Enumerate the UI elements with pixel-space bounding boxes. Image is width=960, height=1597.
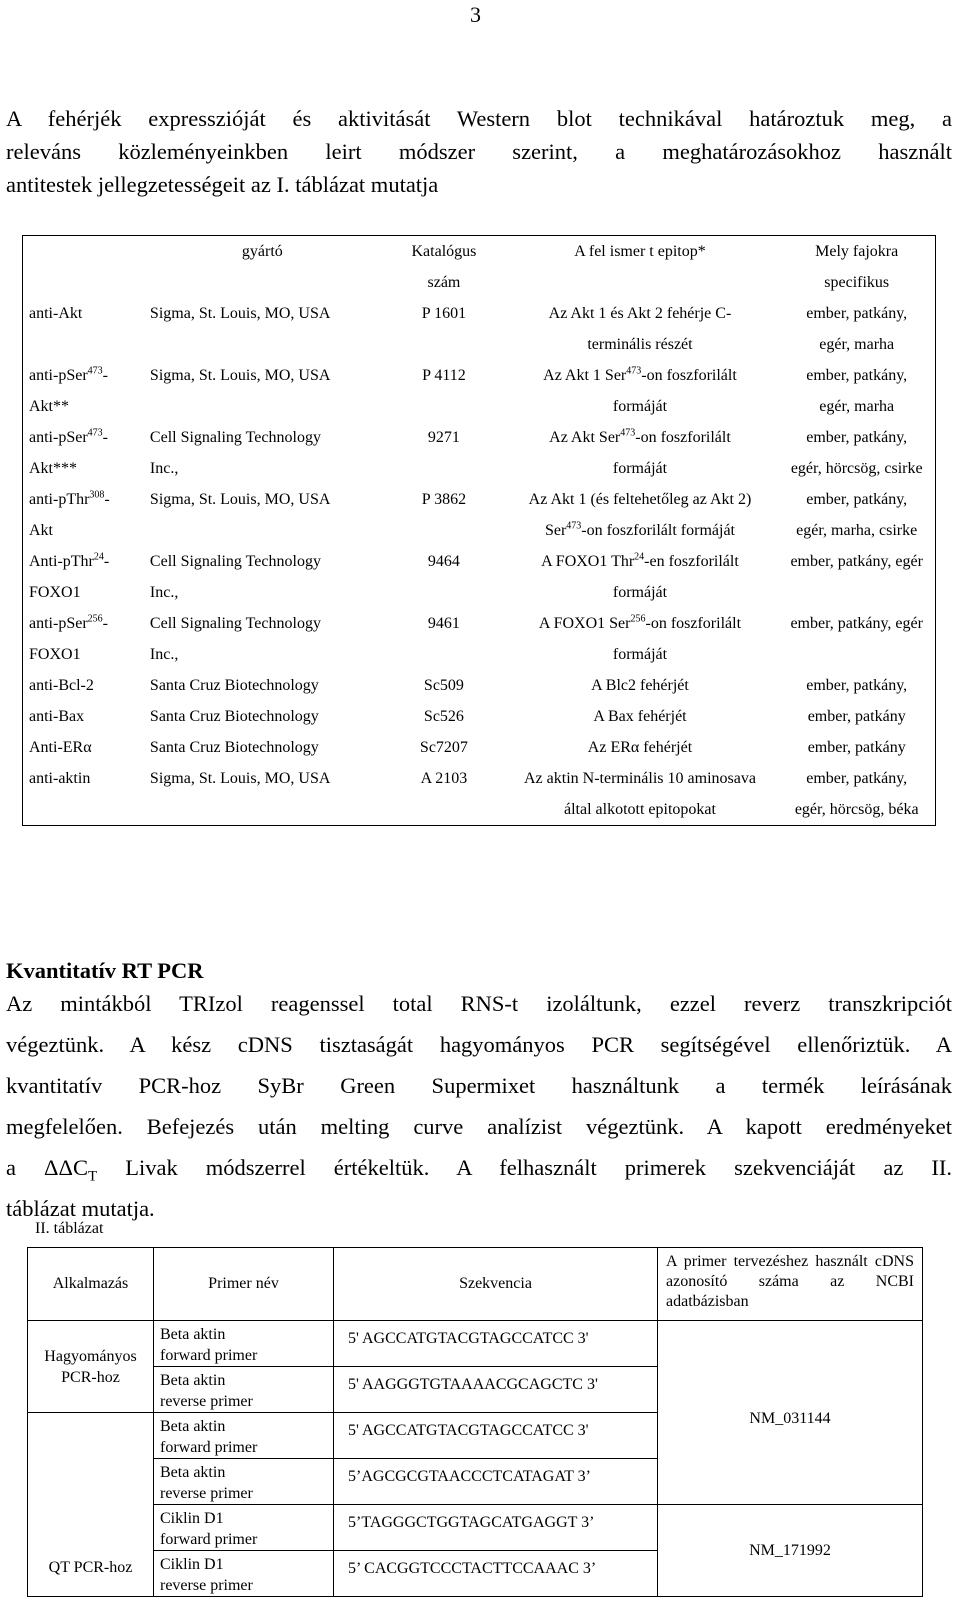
sequence-cell: 5’TAGGGCTGGTAGCATGAGGT 3’ [334,1505,658,1551]
species-cell: ember, patkány, egér, marha, csirke [796,491,918,539]
antibody-cell: anti-Bax [29,708,85,725]
primer-name-cell: Ciklin D1 reverse primer [154,1551,334,1597]
paragraph-line: Az mintákból TRIzol reagenssel total RNS-t izoláltunk, ezzel reverz transzkripciót [6,991,952,1016]
species-cell: ember, patkány [807,708,906,725]
header-manufacturer: gyártó [241,243,283,260]
epitope-cell: A Blc2 fehérjét [591,677,689,694]
antibody-cell: anti-Akt [29,305,83,322]
header-sequence: Szekvencia [334,1248,658,1321]
catalog-cell: A 2103 [420,770,468,787]
header-primer-name: Primer név [154,1248,334,1321]
primer-name-cell: Ciklin D1 forward primer [154,1505,334,1551]
table-row [28,1321,923,1367]
header-application: Alkalmazás [28,1248,154,1321]
species-cell: ember, patkány, egér, marha [806,305,908,353]
paragraph-line: végeztünk. A kész cDNS tisztaságát hagyományos PCR segítségével ellenőriztük. A [6,1032,952,1057]
catalog-cell: Sc509 [423,677,464,694]
page-number: 3 [470,2,481,27]
manufacturer-cell: Santa Cruz Biotechnology [149,677,319,694]
table-row [28,1505,923,1551]
table-row [23,298,936,360]
manufacturer-cell: Santa Cruz Biotechnology [149,708,319,725]
paragraph-line: megfelelően. Befejezés után melting curve analízist végeztünk. A kapott eredményeket [6,1114,952,1139]
manufacturer-cell: Sigma, St. Louis, MO, USA [149,770,331,787]
table-row [23,484,936,546]
intro-line: releváns közleményeinkben leirt módszer szerint, a meghatározásokhoz használt [6,139,952,164]
sequence-cell: 5’AGCGCGTAACCCTCATAGAT 3’ [334,1459,658,1505]
section-heading: Kvantitatív RT PCR [6,958,204,983]
antibody-cell: Anti-pThr$^{24}$- FOXO1 [29,551,110,601]
intro-line: antitestek jellegzetességeit az I. táblázat mutatja [6,172,439,197]
species-cell: ember, patkány [807,739,906,756]
epitope-cell: A FOXO1 Ser$^{256}$-on foszforilált formáját [538,613,742,663]
table-row [23,763,936,826]
manufacturer-cell: Sigma, St. Louis, MO, USA [149,305,331,322]
qpcr-paragraph [6,988,952,1234]
species-cell: ember, patkány, egér, marha [806,367,908,415]
accession-cell: NM_171992 [658,1505,923,1597]
sequence-cell: 5' AGCCATGTACGTAGCCATCC 3' [334,1413,658,1459]
primer-name-cell: Beta aktin reverse primer [154,1367,334,1413]
species-cell: ember, patkány, egér, hörcsög, béka [794,770,919,818]
table-row [23,360,936,422]
catalog-cell: 9464 [427,553,460,570]
catalog-cell: 9271 [427,429,460,446]
antibody-cell: anti-Bcl-2 [29,677,94,694]
table-header-row [23,236,936,299]
catalog-cell: Sc7207 [419,739,468,756]
epitope-cell: Az Akt 1 és Akt 2 fehérje C- terminális részét [548,305,732,353]
catalog-cell: 9461 [427,615,460,632]
antibody-cell: anti-aktin [29,770,91,787]
antibody-cell: anti-pSer$^{473}$- Akt*** [29,427,108,477]
epitope-cell: Az ERα fehérjét [587,739,693,756]
antibody-cell: anti-pThr$^{308}$- Akt [29,489,110,539]
intro-paragraph [6,102,952,201]
primer-table [27,1247,923,1597]
application-cell: Hagyományos PCR-hoz [28,1321,154,1413]
table-header-row [28,1248,923,1321]
catalog-cell: P 4112 [422,367,466,384]
manufacturer-cell: Sigma, St. Louis, MO, USA [149,367,331,384]
species-cell: ember, patkány, [806,677,908,694]
header-catalog: Katalógus szám [411,243,477,291]
species-cell: ember, patkány, egér [790,553,923,570]
antibody-table [22,235,936,826]
catalog-cell: P 1601 [421,305,467,322]
antibody-cell: Anti-ERα [29,739,92,756]
manufacturer-cell: Cell Signaling Technology Inc., [149,553,321,601]
accession-cell: NM_031144 [658,1321,923,1505]
catalog-cell: P 3862 [421,491,467,508]
header-epitope: A fel ismer t epitop* [574,243,706,260]
catalog-cell: Sc526 [423,708,464,725]
primer-name-cell: Beta aktin forward primer [154,1413,334,1459]
species-cell: ember, patkány, egér [790,615,923,632]
manufacturer-cell: Sigma, St. Louis, MO, USA [149,491,331,508]
application-cell: QT PCR-hoz [28,1413,154,1597]
table-row [23,422,936,484]
manufacturer-cell: Cell Signaling Technology Inc., [149,615,321,663]
epitope-cell: Az aktin N-terminális 10 aminosava által alkotott epitopokat [524,770,756,818]
table2-label: II. táblázat [35,1220,104,1237]
antibody-cell: anti-pSer$^{256}$- FOXO1 [29,613,108,663]
table-row [23,608,936,670]
sequence-cell: 5’ CACGGTCCCTACTTCCAAAC 3’ [334,1551,658,1597]
epitope-cell: Az Akt 1 Ser$^{473}$-on foszforilált formáját [543,365,737,415]
primer-name-cell: Beta aktin reverse primer [154,1459,334,1505]
sequence-cell: 5' AGCCATGTACGTAGCCATCC 3' [334,1321,658,1367]
sequence-cell: 5' AAGGGTGTAAAACGCAGCTC 3' [334,1367,658,1413]
manufacturer-cell: Cell Signaling Technology Inc., [149,429,321,477]
paragraph-line: táblázat mutatja. [6,1196,155,1221]
primer-name-cell: Beta aktin forward primer [154,1321,334,1367]
manufacturer-cell: Santa Cruz Biotechnology [149,739,319,756]
table-row [23,670,936,701]
paragraph-line: a $\Delta\Delta C_T$ Livak módszerrel értékeltük. A felhasznált primerek szekvenciáját az II. [6,1155,952,1185]
table-row [23,546,936,608]
epitope-cell: Az Akt Ser$^{473}$-on foszforilált formáját [549,427,731,477]
header-species: Mely fajokra specifikus [815,243,899,291]
epitope-cell: A FOXO1 Thr$^{24}$-en foszforilált formáját [541,551,739,601]
table-row [23,701,936,732]
epitope-cell: A Bax fehérjét [593,708,687,725]
antibody-cell: anti-pSer$^{473}$- Akt** [29,365,108,415]
paragraph-line: kvantitatív PCR-hoz SyBr Green Supermixet használtunk a termék leírásának [6,1073,952,1098]
intro-line: A fehérjék expresszióját és aktivitását Western blot technikával határoztuk meg, a [6,106,952,131]
table-row [23,732,936,763]
header-accession: A primer tervezéshez használt cDNS azonosító száma az NCBI adatbázisban [658,1248,923,1321]
epitope-cell: Az Akt 1 (és feltehetőleg az Akt 2) Ser$^{473}$-on foszforilált formáját [528,491,752,539]
species-cell: ember, patkány, egér, hörcsög, csirke [790,429,923,477]
